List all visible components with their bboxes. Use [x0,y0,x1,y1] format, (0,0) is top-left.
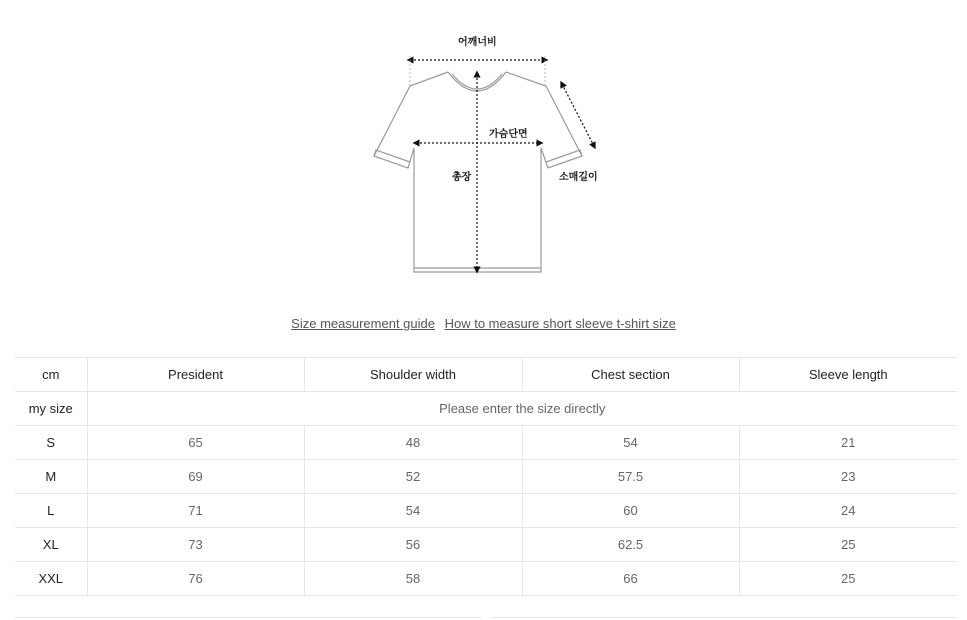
table-cell: 65 [87,426,304,460]
guide-links [0,316,967,331]
header-sleeve-length: Sleeve length [739,358,957,392]
size-label: L [15,494,87,528]
table-cell: 76 [87,562,304,596]
size-guide-link[interactable]: Size measurement guide [291,316,435,331]
table-cell: 21 [739,426,957,460]
length-label: 총장 [452,172,472,183]
table-cell: 54 [304,494,522,528]
size-table [15,357,957,596]
header-unit: cm [15,358,87,392]
table-header-row [15,358,957,392]
table-cell: 25 [739,528,957,562]
size-diagram [0,0,967,290]
header-shoulder-width: Shoulder width [304,358,522,392]
table-row [15,528,957,562]
size-label: XL [15,528,87,562]
my-size-row [15,392,957,426]
table-cell: 52 [304,460,522,494]
divider [15,617,481,618]
table-cell: 73 [87,528,304,562]
table-cell: 58 [304,562,522,596]
sleeve-arrow [562,84,594,146]
table-row [15,460,957,494]
table-cell: 62.5 [522,528,739,562]
table-cell: 48 [304,426,522,460]
table-cell: 24 [739,494,957,528]
table-cell: 69 [87,460,304,494]
table-cell: 60 [522,494,739,528]
my-size-label: my size [15,392,87,426]
table-row [15,562,957,596]
howto-measure-link[interactable]: How to measure short sleeve t-shirt size [444,316,676,331]
header-president: President [87,358,304,392]
table-cell: 23 [739,460,957,494]
size-label: S [15,426,87,460]
chest-label: 가슴단면 [489,129,528,140]
size-label: M [15,460,87,494]
tshirt-outline [374,72,582,272]
sleeve-label: 소매길이 [559,172,598,183]
table-cell: 71 [87,494,304,528]
table-cell: 56 [304,528,522,562]
header-chest-section: Chest section [522,358,739,392]
divider [491,617,957,618]
shoulder-label: 어깨너비 [458,37,497,48]
table-cell: 57.5 [522,460,739,494]
size-label: XXL [15,562,87,596]
table-cell: 25 [739,562,957,596]
my-size-input[interactable]: Please enter the size directly [87,392,957,426]
table-row [15,494,957,528]
table-cell: 66 [522,562,739,596]
table-row [15,426,957,460]
table-cell: 54 [522,426,739,460]
